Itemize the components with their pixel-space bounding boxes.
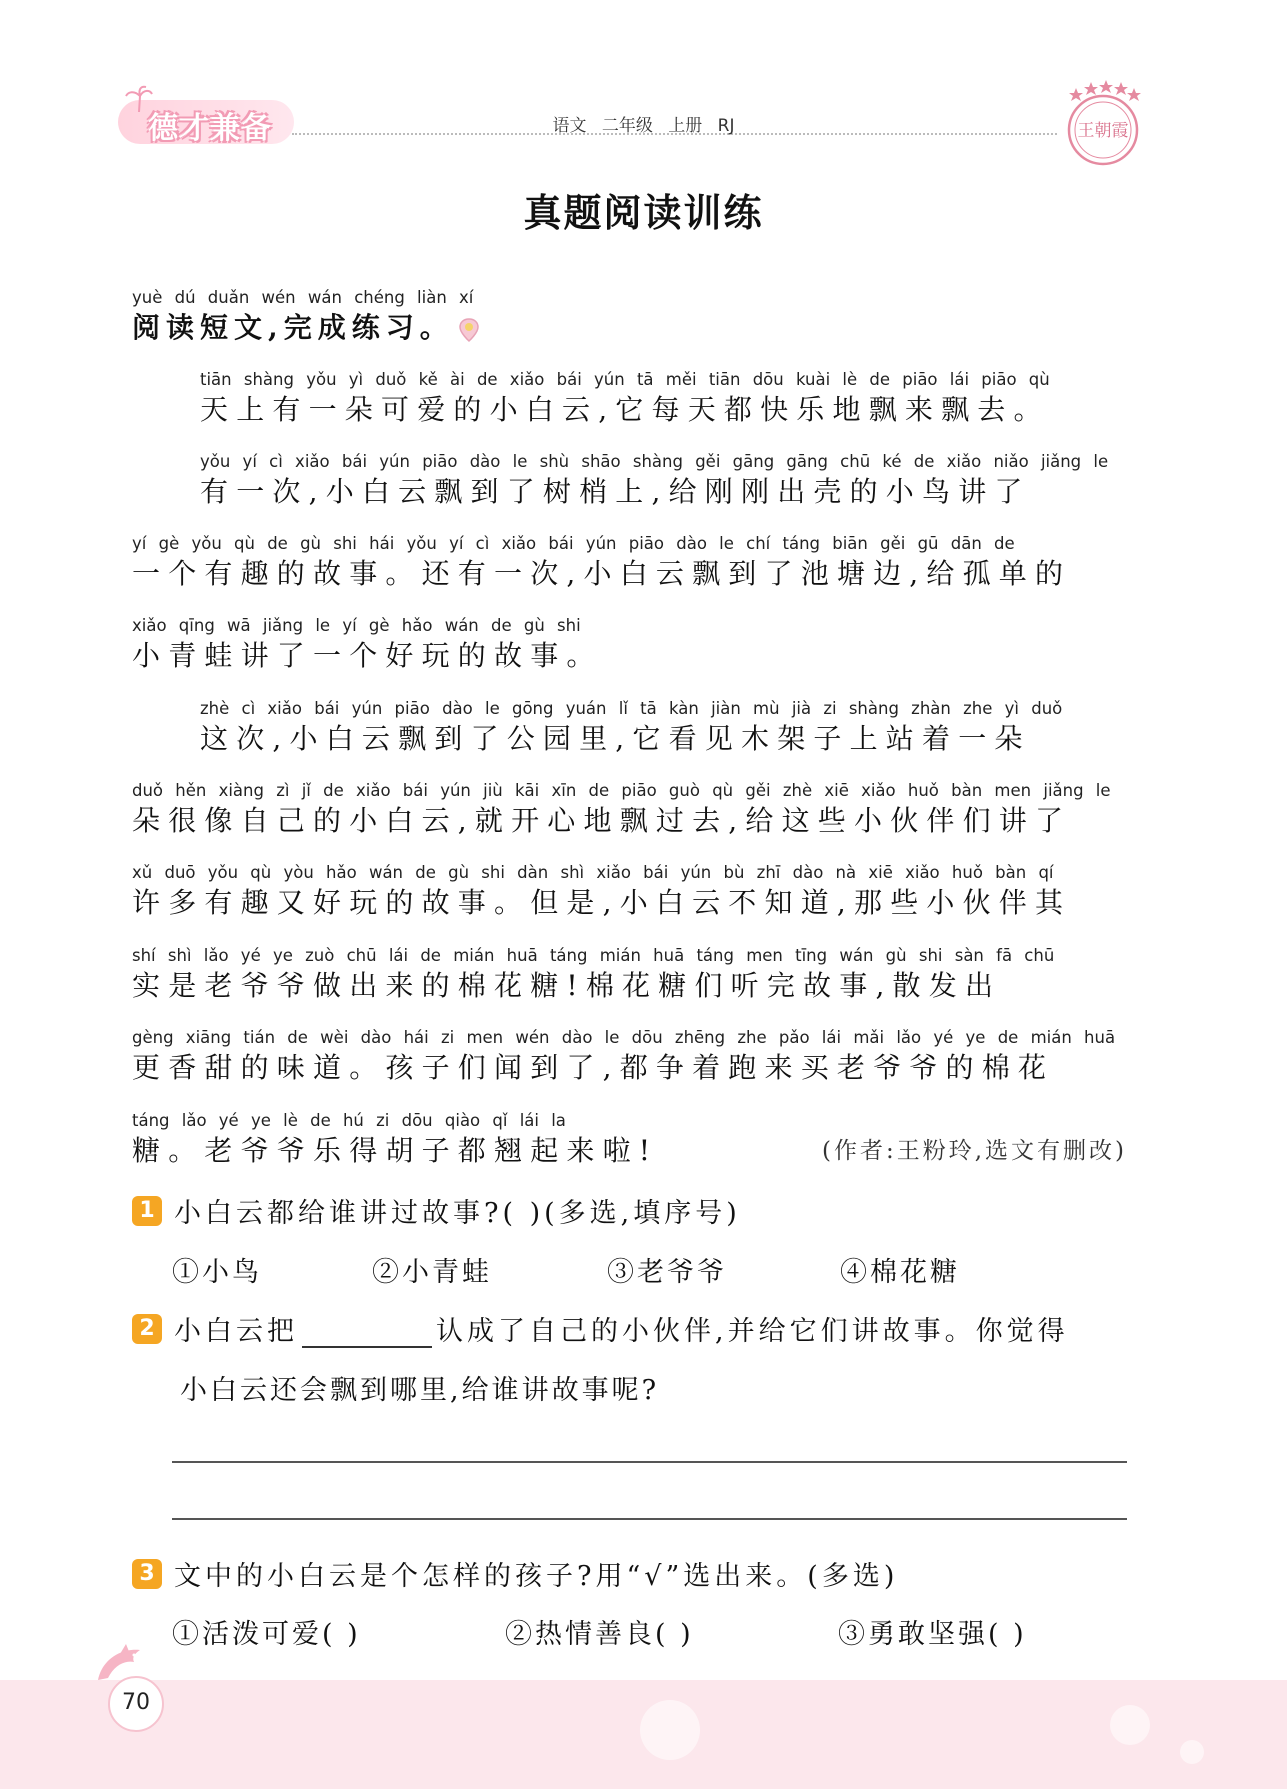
hanzi-row: 糖。老爷爷乐得胡子都翘起来啦! (132, 1134, 659, 1167)
passage-line-3 (132, 534, 1127, 594)
hanzi-row: 天上有一朵可爱的小白云,它每天都快乐地飘来飘去。 (200, 393, 1050, 426)
question-text: 小白云把 认成了自己的小伙伴,并给它们讲故事。你觉得 (174, 1316, 1069, 1347)
question-2 (132, 1309, 1069, 1348)
option-1[interactable]: ①小鸟 (172, 1257, 262, 1288)
question-text: 小白云都给谁讲过故事?( )(多选,填序号) (174, 1198, 741, 1229)
instruction-text: 阅读短文,完成练习。 (132, 308, 1127, 348)
answer-line-2[interactable] (172, 1518, 1127, 1520)
passage-line-9 (132, 1028, 1127, 1088)
page-number: 70 (122, 1690, 150, 1715)
hanzi-row: 更香甜的味道。孩子们闻到了,都争着跑来买老爷爷的棉花 (132, 1051, 1055, 1084)
pinyin-row: shí shì lǎo yé ye zuò chū lái de mián huā táng mián huā táng men tīng wán gù shi sàn fā chū (132, 946, 1055, 965)
option-1[interactable]: ①活泼可爱( ) (172, 1619, 361, 1650)
option-2[interactable]: ②小青蛙 (372, 1257, 492, 1288)
pinyin-row: xiǎo qīng wā jiǎng le yí gè hǎo wán de gù shi (132, 616, 581, 635)
option-3[interactable]: ③勇敢坚强( ) (838, 1619, 1027, 1650)
decorative-bubble (1110, 1705, 1150, 1745)
logo-text: 德才兼备 (148, 111, 272, 146)
pinyin-row: gèng xiāng tián de wèi dào hái zi men wén dào le dōu zhēng zhe pǎo lái mǎi lǎo yé ye de mián huā (132, 1028, 1116, 1047)
option-3[interactable]: ③老爷爷 (607, 1257, 727, 1288)
hanzi-row: 有一次,小白云飘到了树梢上,给刚刚出壳的小鸟讲了 (200, 475, 1031, 508)
author-note: (作者:王粉玲,选文有删改) (821, 1138, 1127, 1164)
question-2-line-2: 小白云还会飘到哪里,给谁讲故事呢? (180, 1375, 660, 1406)
hanzi-row: 实是老爷爷做出来的棉花糖!棉花糖们听完故事,散发出 (132, 969, 1002, 1002)
decorative-bubble (640, 1700, 700, 1760)
option-2[interactable]: ②热情善良( ) (505, 1619, 694, 1650)
pinyin-row: yí gè yǒu qù de gù shi hái yǒu yí cì xiǎo bái yún piāo dào le chí táng biān gěi gū dān de (132, 534, 1015, 553)
pinyin-row: duǒ hěn xiàng zì jǐ de xiǎo bái yún jiù kāi xīn de piāo guò qù gěi zhè xiē xiǎo huǒ bàn men jiǎng le (132, 781, 1111, 800)
question-number-badge: 2 (132, 1314, 162, 1344)
question-number-badge: 1 (132, 1196, 162, 1226)
hanzi-row: 这次,小白云飘到了公园里,它看见木架子上站着一朵 (200, 722, 1031, 755)
hanzi-row: 朵很像自己的小白云,就开心地飘过去,给这些小伙伴们讲了 (132, 804, 1072, 837)
pinyin-row: xǔ duō yǒu qù yòu hǎo wán de gù shi dàn shì xiǎo bái yún bù zhī dào nà xiē xiǎo huǒ bàn qí (132, 863, 1054, 882)
pinyin-row: zhè cì xiǎo bái yún piāo dào le gōng yuán lǐ tā kàn jiàn mù jià zi shàng zhàn zhe yì duǒ (200, 699, 1063, 718)
hanzi-row: 小青蛙讲了一个好玩的故事。 (132, 639, 603, 672)
svg-text:王朝霞: 王朝霞 (1077, 121, 1129, 141)
passage-line-4 (132, 616, 1127, 676)
passage-line-5 (200, 699, 1127, 759)
answer-line-1[interactable] (172, 1461, 1127, 1463)
instruction-pinyin: yuè dú duǎn wén wán chéng liàn xí (132, 288, 474, 307)
location-pin-icon (458, 317, 480, 343)
passage-line-10 (132, 1111, 1127, 1171)
pinyin-row: yǒu yí cì xiǎo bái yún piāo dào le shù shāo shàng gěi gāng gāng chū ké de xiǎo niǎo jiǎng le (200, 452, 1109, 471)
hanzi-row: 一个有趣的故事。还有一次,小白云飘到了池塘边,给孤单的 (132, 557, 1072, 590)
instruction (132, 288, 1127, 348)
question-number-badge: 3 (132, 1559, 162, 1589)
question-text: 文中的小白云是个怎样的孩子?用“√”选出来。(多选) (174, 1561, 899, 1592)
passage-line-1 (200, 370, 1127, 430)
passage-line-8 (132, 946, 1127, 1006)
decorative-bubble (1180, 1740, 1204, 1764)
pinyin-row: táng lǎo yé ye lè de hú zi dōu qiào qǐ lái la (132, 1111, 566, 1130)
option-4[interactable]: ④棉花糖 (840, 1257, 960, 1288)
hanzi-row: 许多有趣又好玩的故事。但是,小白云不知道,那些小伙伴其 (132, 886, 1072, 919)
passage-line-2 (200, 452, 1127, 512)
passage-line-7 (132, 863, 1127, 923)
question-1 (132, 1191, 741, 1230)
passage-line-6 (132, 781, 1127, 841)
pinyin-row: tiān shàng yǒu yì duǒ kě ài de xiǎo bái yún tā měi tiān dōu kuài lè de piāo lái piāo qù (200, 370, 1050, 389)
question-3 (132, 1554, 898, 1593)
fill-in-blank[interactable] (302, 1320, 432, 1348)
header-subtitle: 语文 二年级 上册 RJ (552, 116, 735, 136)
page-title: 真题阅读训练 (523, 191, 764, 235)
teacher-seal-stamp (1062, 78, 1144, 170)
